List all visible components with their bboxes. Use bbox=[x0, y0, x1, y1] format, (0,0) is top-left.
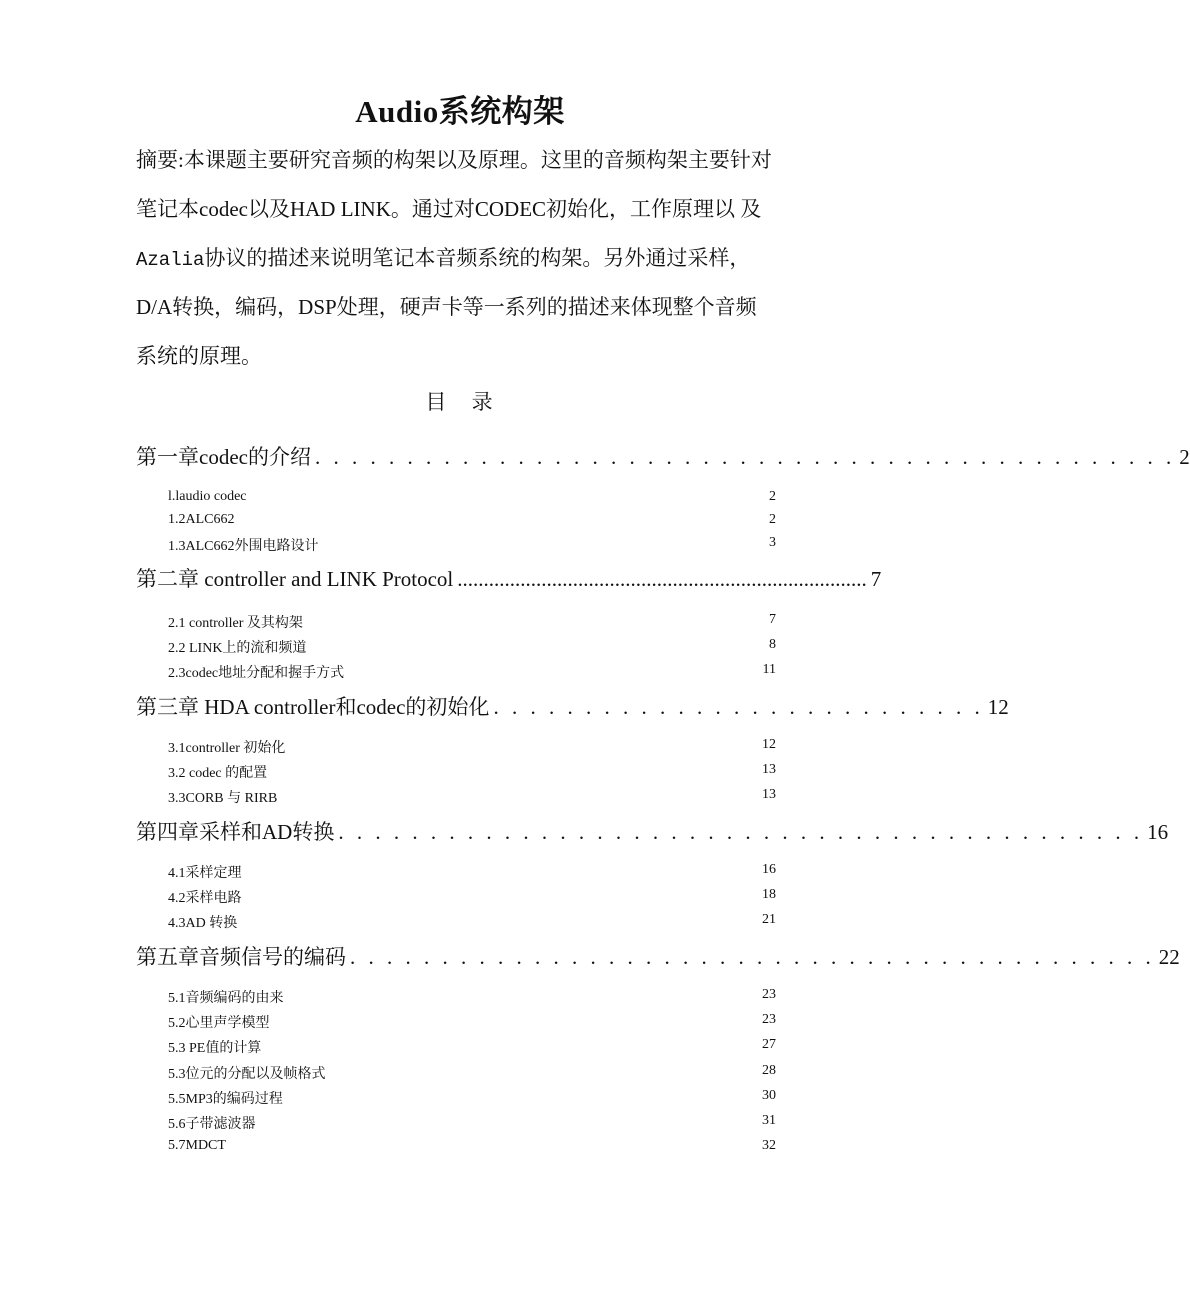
toc-chapter-page: 16 bbox=[1147, 820, 1169, 844]
toc-chapter-page: 12 bbox=[987, 695, 1009, 719]
toc-section-title: 5.5MP3的编码过程 bbox=[168, 1092, 283, 1107]
toc-leader: .............................................................................. bbox=[457, 567, 867, 591]
toc-section-page: 16 bbox=[762, 862, 776, 877]
toc-chapter-page: 2 bbox=[1179, 445, 1190, 469]
toc-leader: . . . . . . . . . . . . . . . . . . . . . . . . . . . bbox=[493, 695, 984, 719]
document-title: Audio系统构架 bbox=[355, 94, 565, 129]
toc-section[interactable] bbox=[168, 637, 776, 657]
toc-section-page: 28 bbox=[762, 1063, 776, 1078]
toc-chapter[interactable] bbox=[136, 691, 1009, 721]
toc-section-title: 5.6子带滤波器 bbox=[168, 1117, 256, 1132]
toc-chapter-title: 第四章采样和AD转换 bbox=[136, 820, 335, 844]
toc-section-title: 5.3 PE值的计算 bbox=[168, 1041, 262, 1056]
toc-section-title: 5.7MDCT bbox=[168, 1138, 226, 1153]
toc-section-page: 3 bbox=[769, 535, 776, 550]
toc-section-title: 1.2ALC662 bbox=[168, 512, 235, 527]
toc-section-page: 27 bbox=[762, 1037, 776, 1052]
toc-section[interactable] bbox=[168, 1037, 776, 1057]
toc-section-page: 2 bbox=[769, 512, 776, 527]
toc-chapter-page: 22 bbox=[1158, 945, 1180, 969]
toc-heading: 目 录 bbox=[425, 390, 503, 414]
toc-section[interactable] bbox=[168, 1088, 776, 1108]
toc-section-page: 18 bbox=[762, 887, 776, 902]
toc-section[interactable] bbox=[168, 1063, 776, 1083]
toc-section[interactable] bbox=[168, 887, 776, 907]
toc-section-page: 7 bbox=[769, 612, 776, 627]
toc-section-title: l.laudio codec bbox=[168, 489, 247, 504]
toc-section-page: 11 bbox=[762, 662, 776, 677]
toc-section-page: 8 bbox=[769, 637, 776, 652]
toc-section-page: 23 bbox=[762, 987, 776, 1002]
toc-section-page: 32 bbox=[762, 1138, 776, 1153]
toc-section[interactable] bbox=[168, 787, 776, 807]
toc-section-title: 2.2 LINK上的流和频道 bbox=[168, 641, 307, 656]
toc-section[interactable] bbox=[168, 1012, 776, 1032]
toc-section-title: 5.1音频编码的由来 bbox=[168, 991, 284, 1006]
toc-section-title: 3.3CORB 与 RIRB bbox=[168, 791, 278, 806]
toc-section-title: 1.3ALC662外围电路设计 bbox=[168, 539, 319, 554]
toc-chapter-title: 第三章 HDA controller和codec的初始化 bbox=[136, 695, 490, 719]
abstract-line-rest: 协议的描述来说明笔记本音频系统的构架。另外通过采样， bbox=[204, 246, 751, 270]
abstract-line bbox=[136, 238, 796, 287]
toc-section[interactable] bbox=[168, 912, 776, 932]
toc-section[interactable] bbox=[168, 1138, 776, 1158]
toc-section[interactable] bbox=[168, 535, 776, 555]
toc-section-page: 21 bbox=[762, 912, 776, 927]
toc-section-page: 23 bbox=[762, 1012, 776, 1027]
toc-section-title: 4.1采样定理 bbox=[168, 866, 242, 881]
abstract-line: 笔记本codec以及HAD LINK。通过对CODEC初始化，工作原理以 及 bbox=[136, 197, 762, 221]
toc-section[interactable] bbox=[168, 862, 776, 882]
abstract-line: 摘要:本课题主要研究音频的构架以及原理。这里的音频构架主要针对 bbox=[136, 148, 772, 172]
toc-section-title: 2.1 controller 及其构架 bbox=[168, 616, 303, 631]
toc-chapter[interactable] bbox=[136, 816, 1169, 846]
toc-section[interactable] bbox=[168, 612, 776, 632]
abstract bbox=[136, 140, 796, 385]
toc-section-title: 2.3codec地址分配和握手方式 bbox=[168, 666, 345, 681]
abstract-line: 系统的原理。 bbox=[136, 344, 262, 368]
toc-leader: . . . . . . . . . . . . . . . . . . . . . . . . . . . . . . . . . . . . . . . . . . . . . . . bbox=[314, 445, 1176, 469]
toc-chapter-page: 7 bbox=[870, 567, 882, 591]
toc-chapter-title: 第二章 controller and LINK Protocol bbox=[136, 567, 454, 591]
toc-leader: . . . . . . . . . . . . . . . . . . . . . . . . . . . . . . . . . . . . . . . . . . . . bbox=[350, 945, 1155, 969]
toc-section-title: 5.3位元的分配以及帧格式 bbox=[168, 1067, 326, 1082]
toc-section-title: 3.1controller 初始化 bbox=[168, 741, 286, 756]
toc-section-page: 31 bbox=[762, 1113, 776, 1128]
toc-leader: . . . . . . . . . . . . . . . . . . . . . . . . . . . . . . . . . . . . . . . . . . . . bbox=[338, 820, 1144, 844]
toc-chapter-title: 第一章codec的介绍 bbox=[136, 445, 311, 469]
abstract-mono-word: Azalia bbox=[136, 249, 205, 271]
toc-section[interactable] bbox=[168, 662, 776, 682]
toc-chapter[interactable] bbox=[136, 563, 882, 593]
toc-section[interactable] bbox=[168, 762, 776, 782]
toc-chapter[interactable] bbox=[136, 941, 1180, 971]
toc-section[interactable] bbox=[168, 737, 776, 757]
toc-section-page: 30 bbox=[762, 1088, 776, 1103]
toc-section-page: 12 bbox=[762, 737, 776, 752]
toc-section[interactable] bbox=[168, 987, 776, 1007]
toc-section-title: 3.2 codec 的配置 bbox=[168, 766, 268, 781]
toc-section-page: 13 bbox=[762, 762, 776, 777]
toc-section-title: 4.2采样电路 bbox=[168, 891, 242, 906]
toc-section-page: 2 bbox=[769, 489, 776, 504]
toc-chapter[interactable] bbox=[136, 441, 1190, 471]
toc-section-page: 13 bbox=[762, 787, 776, 802]
toc-section-title: 5.2心里声学模型 bbox=[168, 1016, 270, 1031]
toc-chapter-title: 第五章音频信号的编码 bbox=[136, 945, 346, 969]
abstract-line: D/A转换，编码，DSP处理，硬声卡等一系列的描述来体现整个音频 bbox=[136, 295, 757, 319]
toc-section[interactable] bbox=[168, 489, 776, 509]
toc-section-title: 4.3AD 转换 bbox=[168, 916, 238, 931]
toc-section[interactable] bbox=[168, 512, 776, 532]
toc-section[interactable] bbox=[168, 1113, 776, 1133]
